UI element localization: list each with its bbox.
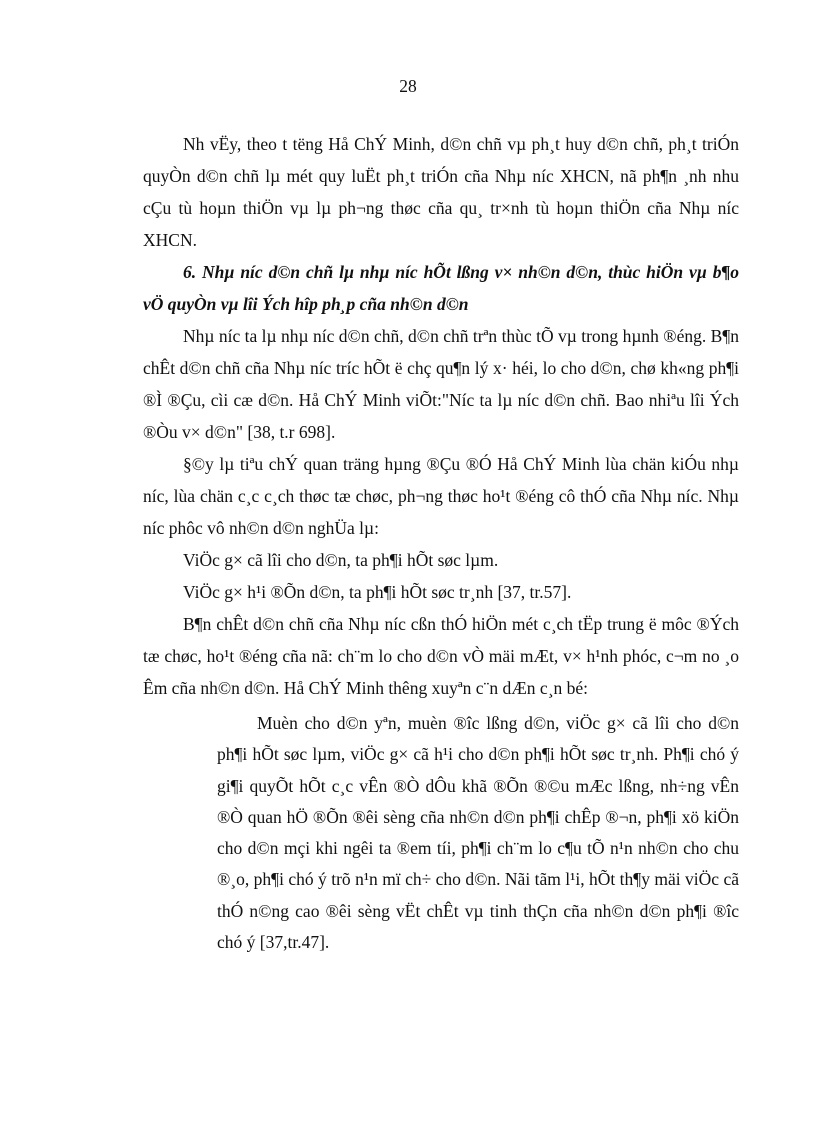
page-number: 28 bbox=[399, 76, 417, 96]
paragraph-2: Nhµ níc ta lµ nhµ níc d©n chñ, d©n chñ trªn thùc tÕ vµ trong hµnh ®éng. B¶n chÊt d©n chñ cña Nhµ níc tríc hÕt ë chç qu¶n lý x· héi, lo cho d©n, chø kh«ng ph¶i ®Ì ®Çu, cìi cæ d©n. Hå ChÝ Minh viÕt:"Níc ta lµ níc d©n chñ. Bao nhiªu lîi Ých ®Òu v× d©n" [38, t.r 698]. bbox=[143, 326, 739, 442]
paragraph-4: B¶n chÊt d©n chñ cña Nhµ níc cßn thÓ hiÖn mét c¸ch tËp trung ë môc ®Ých tæ chøc, ho¹t ®éng cña nã: ch¨m lo cho d©n vÒ mäi mÆt, v× h¹nh phóc, c¬m no ¸o Êm cña nh©n d©n. Hå ChÝ Minh thêng xuyªn c¨n dÆn c¸n bé: bbox=[143, 614, 739, 698]
block-quote: Muèn cho d©n yªn, muèn ®îc lßng d©n, viÖc g× cã lîi cho d©n ph¶i hÕt søc lµm, viÖc g× cã h¹i cho d©n ph¶i hÕt søc tr¸nh. Ph¶i chó ý gi¶i quyÕt hÕt c¸c vÊn ®Ò dÔu khã ®Õn ®©u mÆc lßng, nh÷ng vÊn ®Ò quan hÖ ®Õn ®êi sèng cña nh©n d©n ph¶i chÊp ®¬n, ph¶i xö kiÖn cho d©n mçi khi ngêi ta ®em tíi, ph¶i ch¨m lo c¶u tÕ n¹n nh©n cho chu ®¸o, ph¶i chó ý trõ n¹n mï ch÷ cho d©n. Nãi tãm l¹i, hÕt th¶y mäi viÖc cã thÓ n©ng cao ®êi sèng vËt chÊt vµ tinh thÇn cña nh©n d©n ph¶i ®îc chó ý [37,tr.47]. bbox=[217, 713, 739, 953]
paragraph-1: Nh vËy, theo t tëng Hå ChÝ Minh, d©n chñ vµ ph¸t huy d©n chñ, ph¸t triÓn quyÒn d©n chñ lµ mét quy luËt ph¸t triÓn cña Nhµ níc XHCN, nã ph¶n ¸nh nhu cÇu tù hoµn thiÖn vµ lµ ph¬ng thøc cña qu¸ tr×nh tù hoµn thiÖn cña Nhµ níc XHCN. bbox=[143, 134, 739, 250]
body-text bbox=[143, 128, 739, 958]
quote-line-1: ViÖc g× cã lîi cho d©n, ta ph¶i hÕt søc lµm. bbox=[183, 550, 499, 570]
section-heading: 6. Nhµ níc d©n chñ lµ nhµ níc hÕt lßng v× nh©n d©n, thùc hiÖn vµ b¶o vÖ quyÒn vµ lîi Ých hîp ph¸p cña nh©n d©n bbox=[143, 262, 739, 314]
quote-line-2: ViÖc g× h¹i ®Õn d©n, ta ph¶i hÕt søc tr¸nh [37, tr.57]. bbox=[183, 582, 572, 602]
paragraph-3: §©y lµ tiªu chÝ quan träng hµng ®Çu ®Ó Hå ChÝ Minh lùa chän kiÓu nhµ níc, lùa chän c¸c c¸ch thøc tæ chøc, ph¬ng thøc ho¹t ®éng cô thÓ cña Nhµ níc. Nhµ níc phôc vô nh©n d©n nghÜa lµ: bbox=[143, 454, 739, 538]
